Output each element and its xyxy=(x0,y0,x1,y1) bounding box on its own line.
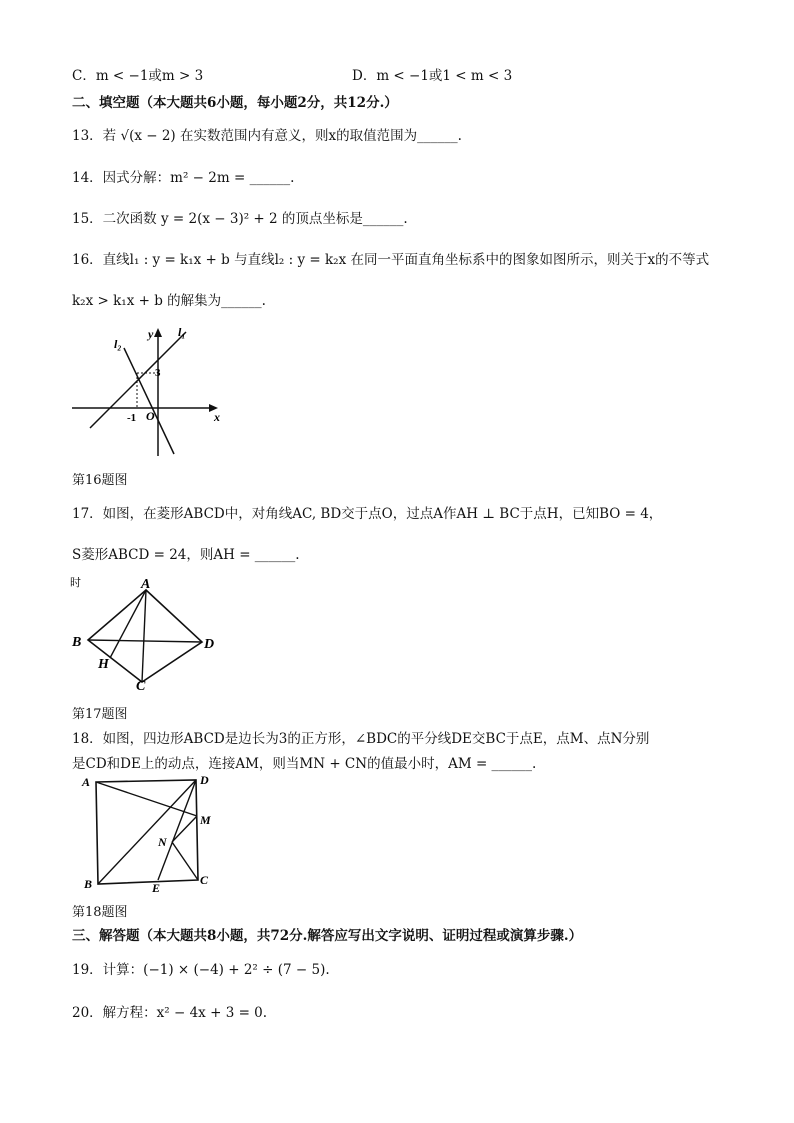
question-17-line-2: S菱形ABCD = 24，则AH = ______. xyxy=(72,547,300,563)
figure-18-caption: 第18题图 xyxy=(72,905,128,920)
figure-17-caption: 第17题图 xyxy=(72,707,128,722)
label-corner-mark: 时 xyxy=(70,577,81,589)
question-16-line-2: k₂x > k₁x + b 的解集为______. xyxy=(72,293,266,309)
label-d: D xyxy=(204,637,215,652)
label-3: 3 xyxy=(155,367,161,379)
figure-17-rhombus xyxy=(66,572,226,694)
label-neg-1: -1 xyxy=(127,412,137,424)
diagonal-bd xyxy=(88,640,202,642)
label-b: B xyxy=(72,635,82,650)
option-c: C．m < −1或m > 3 xyxy=(72,68,204,84)
section-2-heading: 二、填空题（本大题共6小题，每小题2分，共12分.） xyxy=(72,95,398,111)
segment-nc xyxy=(172,842,198,880)
label-l1: l₁ xyxy=(178,325,186,339)
question-19: 19．计算：(−1) × (−4) + 2² ÷ (7 − 5). xyxy=(72,962,330,978)
question-13: 13．若 √(x − 2) 在实数范围内有意义，则x的取值范围为______. xyxy=(72,128,462,144)
question-18-line-2: 是CD和DE上的动点，连接AM，则当MN + CN的值最小时，AM = ______. xyxy=(72,756,537,772)
label-origin: O xyxy=(146,409,155,423)
label-d: D xyxy=(200,773,209,787)
figure-16-graph xyxy=(70,318,230,460)
label-b: B xyxy=(84,877,93,891)
segment-mn xyxy=(172,816,197,842)
label-a: A xyxy=(141,577,151,592)
label-c: C xyxy=(200,873,209,887)
label-x: x xyxy=(214,410,220,424)
label-n: N xyxy=(158,835,167,849)
question-14: 14．因式分解：m² − 2m = ______. xyxy=(72,170,295,186)
label-l2: l₂ xyxy=(114,337,122,351)
label-y: y xyxy=(148,327,154,341)
label-a: A xyxy=(82,775,91,789)
label-e: E xyxy=(152,881,161,895)
figure-18-square xyxy=(76,770,218,896)
question-20: 20．解方程：x² − 4x + 3 = 0. xyxy=(72,1005,268,1021)
line-l2 xyxy=(124,348,174,454)
question-17-line-1: 17．如图，在菱形ABCD中，对角线AC, BD交于点O，过点A作AH ⊥ BC于点H，已知BO = 4， xyxy=(72,506,663,522)
diagonal-ac xyxy=(142,590,146,682)
segment-de xyxy=(158,780,196,880)
option-d: D．m < −1或1 < m < 3 xyxy=(352,68,513,84)
question-16-line-1: 16．直线l₁ : y = k₁x + b 与直线l₂ : y = k₂x 在同一平面直角坐标系中的图象如图所示，则关于x的不等式 xyxy=(72,252,710,268)
section-3-heading: 三、解答题（本大题共8小题，共72分.解答应写出文字说明、证明过程或演算步骤.） xyxy=(72,928,583,944)
y-axis-arrow xyxy=(154,328,162,337)
label-c: C xyxy=(136,679,146,694)
question-18-line-1: 18．如图，四边形ABCD是边长为3的正方形，∠BDC的平分线DE交BC于点E，点M、点N分别 xyxy=(72,731,650,747)
figure-16-caption: 第16题图 xyxy=(72,473,128,488)
label-m: M xyxy=(200,813,211,827)
segment-ah xyxy=(110,590,146,658)
question-15: 15．二次函数 y = 2(x − 3)² + 2 的顶点坐标是______. xyxy=(72,211,408,227)
line-l1 xyxy=(90,332,186,428)
label-h: H xyxy=(98,657,109,672)
segment-am xyxy=(96,782,197,816)
